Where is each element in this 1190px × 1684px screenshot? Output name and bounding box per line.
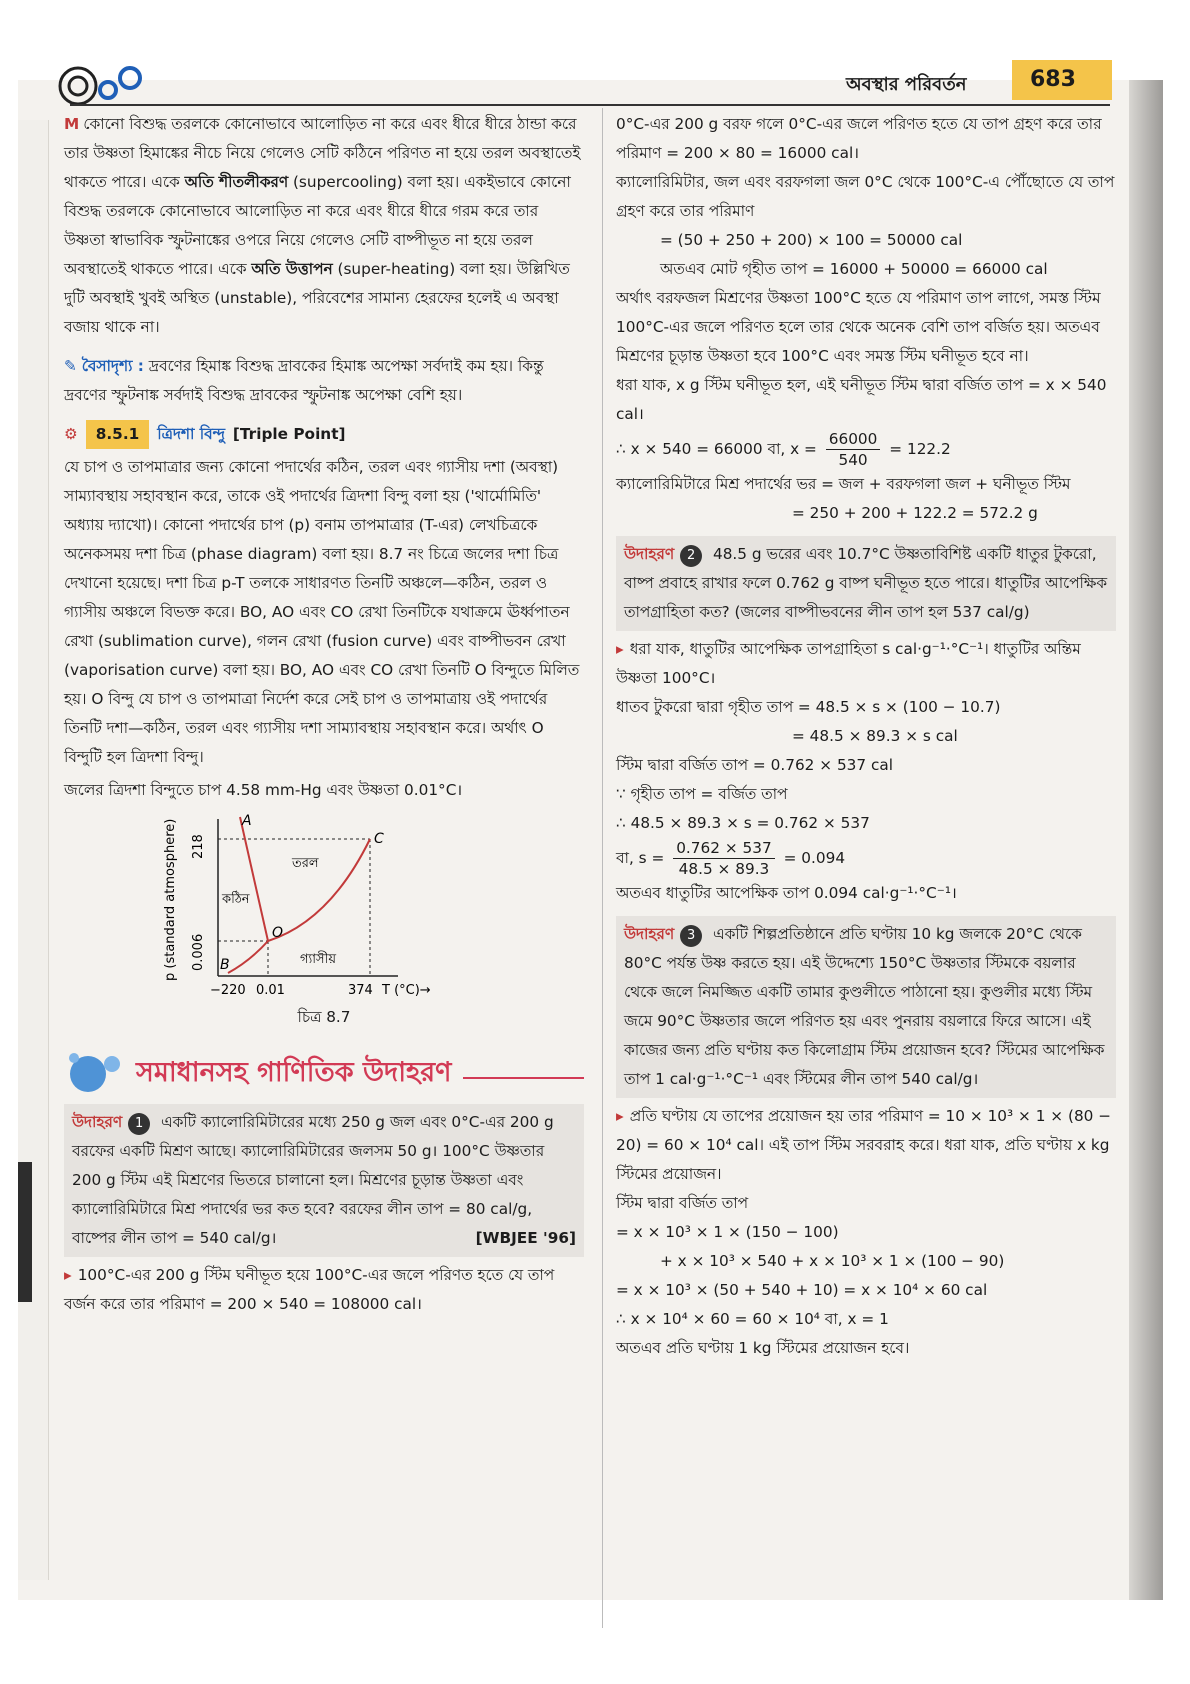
section-heading	[64, 420, 584, 449]
example-label: উদাহরণ	[624, 925, 675, 943]
equation-text: বা, s =	[616, 849, 665, 867]
solution-line: = 250 + 200 + 122.2 = 572.2 g	[792, 504, 1038, 522]
arrow-icon: ▸	[616, 640, 624, 658]
page-edge-bar	[18, 1162, 32, 1302]
solution-line: = 48.5 × 89.3 × s cal	[792, 727, 958, 745]
example-1-box	[64, 1104, 584, 1257]
x-tick-min: −220	[210, 983, 246, 998]
example-question: একটি শিল্পপ্রতিষ্ঠানে প্রতি ঘণ্টায় 10 kg জলকে 20°C থেকে 80°C পর্যন্ত উষ্ণ করতে হয়। এই উদ্দেশ্যে 150°C উষ্ণতার স্টিমকে বয়লার থেকে জলে নিমজ্জিত একটি তামার কুণ্ডলীতে পাঠানো হয়। কুণ্ডলীর মধ্যে স্টিম জমে 90°C উষ্ণতার জলে পরিণত হয় এবং পুনরায় বয়লারে ফিরে আসে। এই কাজের জন্য প্রতি ঘণ্টায় কত কিলোগ্রাম স্টিম প্রয়োজন হবে? স্টিমের আপেক্ষিক তাপ 1 cal·g⁻¹·°C⁻¹ এবং স্টিমের লীন তাপ 540 cal/g।	[624, 925, 1105, 1088]
phase-diagram	[160, 811, 460, 1001]
example-label: উদাহরণ	[624, 545, 675, 563]
supercooling-paragraph	[64, 110, 584, 342]
fraction-denominator: 48.5 × 89.3	[678, 860, 770, 878]
point-label-b: B	[220, 957, 230, 973]
para-text: কোনো বিশুদ্ধ তরলকে কোনোভাবে আলোড়িত না করে এবং ধীরে ধীরে ঠান্ডা করে তার উষ্ণতা হিমাঙ্কের নীচে নিয়ে গেলেও সেটি কঠিনে পরিণত না হয়ে তরল অবস্থাতেই থাকতে পারে। একে	[64, 115, 581, 191]
fraction-numerator: 0.762 × 537	[673, 838, 775, 859]
term-superheating: অতি উত্তাপন	[251, 260, 333, 278]
arrow-icon: ▸	[616, 1107, 624, 1125]
example-number: 1	[128, 1113, 150, 1135]
page-curl-shadow	[1129, 80, 1163, 1600]
solution-line: স্টিম দ্বারা বর্জিত তাপ	[616, 1194, 749, 1212]
x-tick-critical: 374	[348, 983, 373, 998]
solution-line: ধাতব টুকরো দ্বারা গৃহীত তাপ = 48.5 × s × (100 − 10.7)	[616, 698, 1001, 716]
examples-banner-title: সমাধানসহ গাণিতিক উদাহরণ	[136, 1056, 452, 1088]
page-number: 683	[1012, 60, 1112, 100]
solution-line: স্টিম দ্বারা বর্জিত তাপ = 0.762 × 537 cal	[616, 756, 894, 774]
solution-line: ক্যালোরিমিটারে মিশ্র পদার্থের ভর = জল + বরফগলা জল + ঘনীভূত স্টিম	[616, 475, 1071, 493]
point-label-o: O	[272, 925, 284, 941]
gears-icon	[58, 62, 148, 108]
solution-line: 0°C-এর 200 g বরফ গলে 0°C-এর জলে পরিণত হতে যে তাপ গ্রহণ করে তার পরিমাণ = 200 × 80 = 16000 cal।	[616, 115, 1102, 162]
banner-underline	[463, 1077, 584, 1079]
section-title-english: [Triple Point]	[232, 425, 346, 443]
margin-mark-icon: M	[64, 115, 80, 133]
point-label-c: C	[374, 831, 384, 847]
fraction	[673, 838, 775, 879]
examples-banner	[64, 1050, 584, 1094]
fraction	[826, 429, 881, 470]
y-axis-label: p (standard atmosphere)	[163, 818, 178, 981]
y-tick-low: 0.006	[191, 933, 206, 971]
example-3-box	[616, 916, 1116, 1098]
vaporisation-curve	[268, 839, 370, 941]
solution-text: প্রতি ঘণ্টায় যে তাপের প্রয়োজন হয় তার পরিমাণ = 10 × 10³ × 1 × (80 − 20) = 60 × 10⁴ cal। এই তাপ স্টিম সরবরাহ করে। ধরা যাক, প্রতি ঘণ্টায় x kg স্টিমের প্রয়োজন।	[616, 1107, 1112, 1183]
example-1-solution-start	[64, 1261, 584, 1319]
section-title: ত্রিদশা বিন্দু	[157, 425, 225, 443]
example-question: 48.5 g ভরের এবং 10.7°C উষ্ণতাবিশিষ্ট একটি ধাতুর টুকরো, বাষ্প প্রবাহে রাখার ফলে 0.762 g বাষ্প ঘনীভূত হতে পারে। ধাতুটির আপেক্ষিক তাপগ্রাহিতা কত? (জলের বাষ্পীভবনের লীন তাপ হল 537 cal/g)	[624, 545, 1108, 621]
previous-page-edge	[18, 120, 49, 1580]
solution-line: অর্থাৎ বরফজল মিশ্রণের উষ্ণতা 100°C হতে যে পরিমাণ তাপ লাগে, সমস্ত স্টিম 100°C-এর জলে পরিণত হলে তার থেকে অনেক বেশি তাপ বর্জিত হয়। অতএব মিশ্রণের চূড়ান্ত উষ্ণতা হবে 100°C এবং সমস্ত স্টিম ঘনীভূত হবে না।	[616, 289, 1101, 365]
column-divider	[602, 108, 603, 1628]
fusion-curve	[240, 817, 268, 941]
fraction-denominator: 540	[838, 451, 868, 469]
equation-result: = 122.2	[889, 440, 951, 458]
dissimilarity-text: দ্রবণের হিমাঙ্ক বিশুদ্ধ দ্রাবকের হিমাঙ্ক অপেক্ষা সর্বদাই কম হয়। কিন্তু দ্রবণের স্ফুটনাঙ্ক সর্বদাই বিশুদ্ধ দ্রাবকের স্ফুটনাঙ্ক অপেক্ষা বেশি হয়।	[64, 357, 544, 404]
running-title: অবস্থার পরিবর্তন	[846, 74, 967, 95]
y-tick-high: 218	[191, 834, 206, 859]
bubbles-icon	[64, 1050, 124, 1094]
solution-line: = x × 10³ × 1 × (150 − 100)	[616, 1223, 839, 1241]
solution-line: + x × 10³ × 540 + x × 10³ × 1 × (100 − 90)	[660, 1252, 1005, 1270]
region-liquid: তরল	[292, 856, 319, 871]
example-number: 2	[680, 545, 702, 567]
solution-line: ধরা যাক, x g স্টিম ঘনীভূত হল, এই ঘনীভূত স্টিম দ্বারা বর্জিত তাপ = x × 540 cal।	[616, 376, 1107, 423]
equation-result: = 0.094	[783, 849, 846, 867]
x-axis-label: T (°C)→	[382, 983, 431, 998]
term-supercooling: অতি শীতলীকরণ	[184, 173, 289, 191]
left-column	[64, 110, 584, 1319]
equation-x	[616, 429, 1116, 470]
solution-line: অতএব প্রতি ঘণ্টায় 1 kg স্টিমের প্রয়োজন হবে।	[616, 1339, 910, 1357]
solution-line: ∵ গৃহীত তাপ = বর্জিত তাপ	[616, 785, 788, 803]
exam-tag: [WBJEE '96]	[475, 1229, 576, 1247]
region-solid: কঠিন	[222, 892, 250, 907]
dissimilarity-label: বৈসাদৃশ্য :	[81, 357, 144, 375]
example-2-box	[616, 536, 1116, 631]
x-tick-triple: 0.01	[256, 983, 285, 998]
example-question: একটি ক্যালোরিমিটারের মধ্যে 250 g জল এবং 0°C-এর 200 g বরফের একটি মিশ্রণ আছে। ক্যালোরিমিটারের জলসম 50 g। 100°C উষ্ণতার 200 g স্টিম এই মিশ্রণের ভিতরে চালানো হল। মিশ্রণের চূড়ান্ত উষ্ণতা এবং ক্যালোরিমিটারে মিশ্র পদার্থের ভর কত হবে? বরফের লীন তাপ = 80 cal/g, বাষ্পের লীন তাপ = 540 cal/g।	[72, 1113, 554, 1247]
water-triple-point: জলের ত্রিদশা বিন্দুতে চাপ 4.58 mm-Hg এবং উষ্ণতা 0.01°C।	[64, 781, 463, 799]
solution-text: ধরা যাক, ধাতুটির আপেক্ষিক তাপগ্রাহিতা s cal·g⁻¹·°C⁻¹। ধাতুটির অন্তিম উষ্ণতা 100°C।	[616, 640, 1081, 687]
figure-caption: চিত্র 8.7	[297, 1008, 351, 1026]
fraction-numerator: 66000	[826, 429, 881, 450]
section-number: 8.5.1	[86, 420, 150, 449]
equation-text: ∴ x × 540 = 66000 বা, x =	[616, 440, 817, 458]
solution-line: ∴ x × 10⁴ × 60 = 60 × 10⁴ বা, x = 1	[616, 1310, 889, 1328]
example-number: 3	[680, 925, 702, 947]
solution-line: ∴ 48.5 × 89.3 × s = 0.762 × 537	[616, 814, 870, 832]
right-column	[616, 110, 1116, 1363]
pencil-icon: ✎	[64, 357, 82, 375]
header-rule	[70, 104, 1110, 106]
solution-text: 100°C-এর 200 g স্টিম ঘনীভূত হয়ে 100°C-এর জলে পরিণত হতে যে তাপ বর্জন করে তার পরিমাণ = 200 × 540 = 108000 cal।	[64, 1266, 555, 1313]
solution-line: ক্যালোরিমিটার, জল এবং বরফগলা জল 0°C থেকে 100°C-এ পৌঁছোতে যে তাপ গ্রহণ করে তার পরিমাণ	[616, 173, 1115, 220]
solution-line: অতএব মোট গৃহীত তাপ = 16000 + 50000 = 66000 cal	[660, 260, 1048, 278]
equation-s	[616, 838, 1116, 879]
point-label-a: A	[242, 813, 252, 829]
solution-line	[616, 1102, 1116, 1189]
region-gas: গ্যাসীয়	[300, 952, 337, 967]
solution-line: অতএব ধাতুটির আপেক্ষিক তাপ 0.094 cal·g⁻¹·°C⁻¹।	[616, 884, 957, 902]
para-text: (super-heating) বলা হয়। উল্লিখিত দুটি অবস্থাই খুবই অস্থিত (unstable), পরিবেশের সামান্য হেরফের হলেই এ অবস্থা বজায় থাকে না।	[64, 260, 570, 336]
solution-line: = x × 10³ × (50 + 540 + 10) = x × 10⁴ × 60 cal	[616, 1281, 988, 1299]
solution-line: = (50 + 250 + 200) × 100 = 50000 cal	[660, 231, 963, 249]
triple-point-paragraph: যে চাপ ও তাপমাত্রার জন্য কোনো পদার্থের কঠিন, তরল এবং গ্যাসীয় দশা (অবস্থা) সাম্যাবস্থায় সহাবস্থান করে, তাকে ওই পদার্থের ত্রিদশা বিন্দু বলা হয় ('থার্মোমিতি' অধ্যায় দ্যাখো)। কোনো পদার্থের চাপ (p) বনাম তাপমাত্রার (T-এর) লেখচিত্রকে অনেকসময় দশা চিত্র (phase diagram) বলা হয়। 8.7 নং চিত্রে জলের দশা চিত্র দেখানো হয়েছে। দশা চিত্র p-T তলকে সাধারণত তিনটি অঞ্চলে—কঠিন, তরল ও গ্যাসীয় অঞ্চলে বিভক্ত করে। BO, AO এবং CO রেখা তিনটিকে যথাক্রমে ঊর্ধ্বপাতন রেখা (sublimation curve), গলন রেখা (fusion curve) এবং বাষ্পীভবন রেখা (vaporisation curve) বলা হয়। BO, AO এবং CO রেখা তিনটি O বিন্দুতে মিলিত হয়। O বিন্দু যে চাপ ও তাপমাত্রা নির্দেশ করে সেই চাপ ও তাপমাত্রায় ওই পদার্থের তিনটি দশা—কঠিন, তরল এবং গ্যাসীয় দশা সাম্যাবস্থায় সহাবস্থান করে। অর্থাৎ O বিন্দুটি হল ত্রিদশা বিন্দু।	[64, 458, 580, 766]
example-label: উদাহরণ	[72, 1113, 123, 1131]
sublimation-curve	[228, 941, 268, 973]
gear-icon: ⚙	[64, 425, 78, 443]
para-text: (supercooling) বলা হয়। একইভাবে কোনো বিশুদ্ধ তরলকে কোনোভাবে আলোড়িত না করে এবং ধীরে ধীরে গরম করে তার উষ্ণতা স্বাভাবিক স্ফুটনাঙ্কের ওপরে নিয়ে গেলেও সেটি বাষ্পীভূত না হয়ে তরল অবস্থাতেই থাকতে পারে। একে	[64, 173, 571, 278]
dissimilarity-note	[64, 352, 584, 410]
arrow-icon: ▸	[64, 1266, 72, 1284]
solution-line	[616, 635, 1116, 693]
